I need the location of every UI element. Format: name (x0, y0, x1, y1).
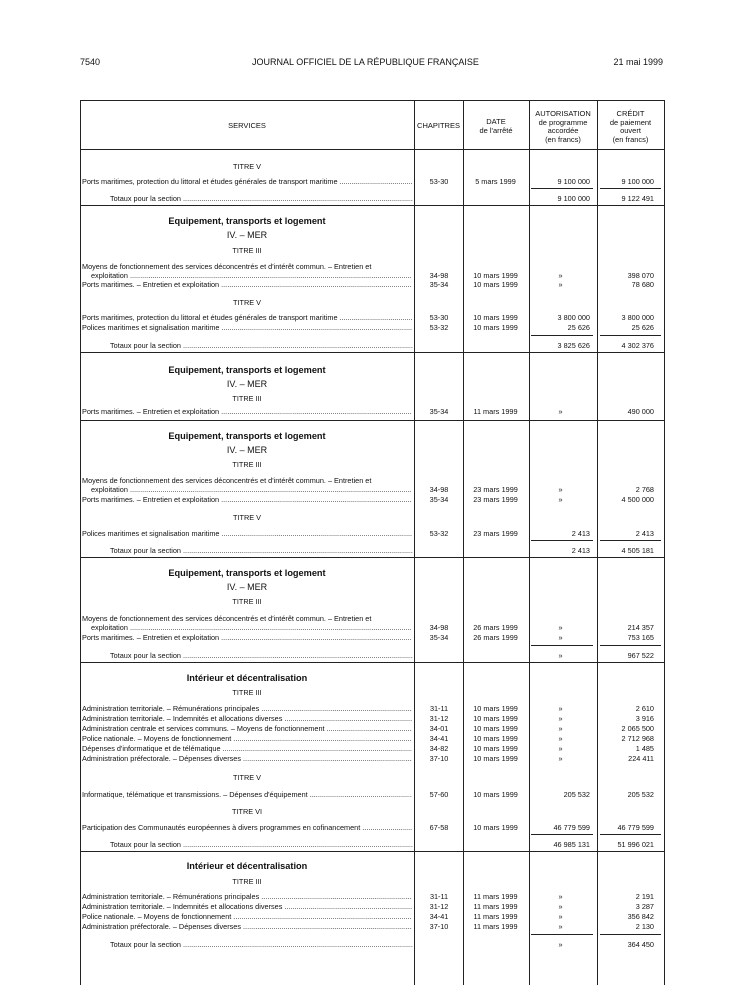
date-cell: 11 mars 1999 (473, 407, 518, 416)
header-text: AUTORISATION (535, 109, 591, 118)
section-rule (80, 205, 664, 206)
section-rule (80, 420, 664, 421)
row-label: Administration centrale et services communs. – Moyens de fonctionnement ..... (82, 724, 412, 733)
chapitre-cell: 31-12 (429, 714, 449, 723)
row-label: Ports maritimes, protection du littoral et études générales de transport maritime ..... (82, 177, 412, 186)
autorisation-cell: » (558, 271, 563, 280)
autorisation-cell: 9 100 000 (557, 177, 590, 186)
date-cell: 10 mars 1999 (473, 744, 518, 753)
row-label: Polices maritimes et signalisation maritime ..... (82, 323, 412, 332)
titre-heading: TITRE III (232, 688, 262, 697)
chapitre-cell: 34-98 (429, 271, 449, 280)
titre-heading: TITRE III (232, 877, 262, 886)
titre-heading: TITRE V (233, 162, 261, 171)
chapitre-cell: 31-11 (429, 704, 449, 713)
sum-rule (531, 834, 593, 835)
autorisation-cell: » (558, 912, 563, 921)
date-cell: 23 mars 1999 (473, 529, 518, 538)
titre-heading: TITRE III (232, 246, 262, 255)
titre-heading: TITRE III (232, 460, 262, 469)
chapitre-cell: 37-10 (429, 754, 449, 763)
autorisation-cell: » (558, 280, 563, 289)
date-cell: 10 mars 1999 (473, 280, 518, 289)
autorisation-cell: » (558, 495, 563, 504)
totaux-label: Totaux pour la section ..... (110, 940, 413, 949)
date-cell: 10 mars 1999 (473, 754, 518, 763)
header-text: DATE (486, 117, 506, 126)
autorisation-cell: 2 413 (571, 546, 590, 555)
autorisation-cell: » (558, 704, 563, 713)
row-label: Police nationale. – Moyens de fonctionnement ..... (82, 734, 412, 743)
sum-rule (600, 335, 661, 336)
date-cell: 23 mars 1999 (473, 495, 518, 504)
date-cell: 11 mars 1999 (473, 912, 518, 921)
sum-rule (600, 540, 661, 541)
credit-cell: 3 287 (635, 902, 654, 911)
autorisation-cell: 25 626 (567, 323, 590, 332)
header-text: (en francs) (545, 134, 581, 144)
row-label: Police nationale. – Moyens de fonctionnement ..... (82, 912, 412, 921)
chapitre-cell: 34-41 (429, 734, 449, 743)
date-cell: 10 mars 1999 (473, 790, 518, 799)
autorisation-cell: » (558, 922, 563, 931)
autorisation-cell: » (558, 892, 563, 901)
chapitre-cell: 53-30 (429, 313, 449, 322)
credit-cell: 364 450 (627, 940, 654, 949)
autorisation-cell: » (558, 734, 563, 743)
date-cell: 10 mars 1999 (473, 704, 518, 713)
credit-cell: 2 413 (635, 529, 654, 538)
totaux-label: Totaux pour la section ..... (110, 840, 413, 849)
titre-heading: TITRE III (232, 597, 262, 606)
chapitre-cell: 35-34 (429, 280, 449, 289)
credit-cell: 214 357 (627, 623, 654, 632)
chapitre-cell: 34-82 (429, 744, 449, 753)
journal-title: JOURNAL OFFICIEL DE LA RÉPUBLIQUE FRANÇAISE (252, 57, 479, 67)
autorisation-cell: 3 800 000 (557, 313, 590, 322)
chapitre-cell: 34-98 (429, 623, 449, 632)
row-label: exploitation ..... (82, 623, 411, 632)
autorisation-cell: 205 532 (563, 790, 590, 799)
credit-cell: 3 916 (635, 714, 654, 723)
date-cell: 26 mars 1999 (473, 633, 518, 642)
row-label: Dépenses d'informatique et de télématique ..... (82, 744, 412, 753)
issue-date: 21 mai 1999 (613, 57, 663, 67)
titre-heading: TITRE V (233, 773, 261, 782)
table-header-rule (80, 149, 664, 150)
column-rule (463, 100, 464, 985)
autorisation-cell: 2 413 (571, 529, 590, 538)
header-text: accordée (547, 126, 579, 135)
column-rule (597, 100, 598, 985)
section-title: Intérieur et décentralisation (186, 861, 308, 871)
chapitre-cell: 57-60 (429, 790, 449, 799)
row-label: Administration préfectorale. – Dépenses diverses ..... (82, 922, 412, 931)
autorisation-cell: » (558, 485, 563, 494)
credit-cell: 2 768 (635, 485, 654, 494)
row-label: exploitation ..... (82, 271, 411, 280)
row-label: Ports maritimes, protection du littoral et études générales de transport maritime ..... (82, 313, 412, 322)
date-cell: 11 mars 1999 (473, 922, 518, 931)
sum-rule (531, 540, 593, 541)
credit-cell: 4 500 000 (621, 495, 654, 504)
section-title: Equipement, transports et logement (168, 568, 326, 578)
credit-cell: 753 165 (627, 633, 654, 642)
date-cell: 10 mars 1999 (473, 313, 518, 322)
credit-cell: 51 996 021 (617, 840, 654, 849)
credit-cell: 78 680 (631, 280, 654, 289)
header-credit (597, 110, 664, 144)
row-label: Administration territoriale. – Rémunérations principales ..... (82, 892, 412, 901)
chapitre-cell: 53-30 (429, 177, 449, 186)
header-text: de paiement (609, 117, 652, 127)
date-cell: 10 mars 1999 (473, 724, 518, 733)
credit-cell: 1 485 (635, 744, 654, 753)
credit-cell: 205 532 (627, 790, 654, 799)
chapitre-cell: 34-41 (429, 912, 449, 921)
autorisation-cell: » (558, 902, 563, 911)
titre-heading: TITRE VI (232, 807, 262, 816)
date-cell: 23 mars 1999 (473, 485, 518, 494)
sum-rule (531, 188, 593, 189)
row-label: Moyens de fonctionnement des services déconcentrés et d'intérêt commun. – Entretien et (82, 476, 372, 485)
sum-rule (600, 188, 661, 189)
credit-cell: 356 842 (627, 912, 654, 921)
credit-cell: 2 191 (635, 892, 654, 901)
totaux-label: Totaux pour la section ..... (110, 651, 413, 660)
row-label: Participation des Communautés européennes à divers programmes en cofinancement ..... (82, 823, 412, 832)
totaux-label: Totaux pour la section ..... (110, 341, 413, 350)
header-text: de l'arrêté (479, 125, 513, 135)
header-autorisation (529, 110, 597, 144)
chapitre-cell: 35-34 (429, 633, 449, 642)
autorisation-cell: » (558, 407, 563, 416)
date-cell: 10 mars 1999 (473, 271, 518, 280)
date-cell: 10 mars 1999 (473, 734, 518, 743)
header-text: de programme (538, 117, 588, 127)
section-rule (80, 851, 664, 852)
autorisation-cell: 9 100 000 (557, 194, 590, 203)
credit-cell: 9 100 000 (621, 177, 654, 186)
credit-cell: 398 070 (627, 271, 654, 280)
section-title: Equipement, transports et logement (168, 431, 326, 441)
row-label-wrapped (82, 476, 412, 494)
column-rule (414, 100, 415, 985)
autorisation-cell: » (558, 744, 563, 753)
section-subtitle: IV. – MER (226, 230, 268, 240)
chapitre-cell: 53-32 (429, 529, 449, 538)
date-cell: 11 mars 1999 (473, 902, 518, 911)
row-label: Moyens de fonctionnement des services déconcentrés et d'intérêt commun. – Entretien et (82, 614, 372, 623)
row-label: Moyens de fonctionnement des services déconcentrés et d'intérêt commun. – Entretien et (82, 262, 372, 271)
row-label: exploitation ..... (82, 485, 411, 494)
date-cell: 10 mars 1999 (473, 323, 518, 332)
credit-cell: 2 065 500 (621, 724, 654, 733)
section-subtitle: IV. – MER (226, 445, 268, 455)
header-chapitres: CHAPITRES (417, 121, 460, 130)
credit-cell: 9 122 491 (621, 194, 654, 203)
row-label: Administration territoriale. – Indemnités et allocations diverses ..... (82, 714, 412, 723)
totaux-label: Totaux pour la section ..... (110, 546, 413, 555)
chapitre-cell: 35-34 (429, 407, 449, 416)
titre-heading: TITRE III (232, 394, 262, 403)
row-label-wrapped (82, 614, 412, 632)
credit-cell: 4 505 181 (621, 546, 654, 555)
chapitre-cell: 35-34 (429, 495, 449, 504)
date-cell: 5 mars 1999 (475, 177, 516, 186)
credit-cell: 2 712 968 (621, 734, 654, 743)
row-label: Informatique, télématique et transmissions. – Dépenses d'équipement ..... (82, 790, 412, 799)
row-label: Administration territoriale. – Indemnités et allocations diverses ..... (82, 902, 412, 911)
section-title: Equipement, transports et logement (168, 216, 326, 226)
credit-cell: 4 302 376 (621, 341, 654, 350)
autorisation-cell: » (558, 651, 563, 660)
credit-cell: 46 779 599 (617, 823, 654, 832)
row-label: Ports maritimes. – Entretien et exploitation ..... (82, 280, 412, 289)
autorisation-cell: » (558, 940, 563, 949)
section-title: Intérieur et décentralisation (186, 673, 308, 683)
credits-table (80, 100, 664, 985)
credit-cell: 224 411 (628, 754, 654, 763)
credit-cell: 967 522 (627, 651, 654, 660)
sum-rule (600, 834, 661, 835)
row-label: Ports maritimes. – Entretien et exploitation ..... (82, 633, 412, 642)
table-top-rule (80, 100, 664, 101)
chapitre-cell: 67-58 (429, 823, 449, 832)
chapitre-cell: 53-32 (429, 323, 449, 332)
column-rule (529, 100, 530, 985)
credit-cell: 25 626 (631, 323, 654, 332)
chapitre-cell: 37-10 (429, 922, 449, 931)
credit-cell: 2 130 (635, 922, 654, 931)
row-label: Ports maritimes. – Entretien et exploitation ..... (82, 407, 412, 416)
autorisation-cell: » (558, 623, 563, 632)
date-cell: 26 mars 1999 (473, 623, 518, 632)
row-label: Administration territoriale. – Rémunérations principales ..... (82, 704, 412, 713)
credit-cell: 490 000 (627, 407, 654, 416)
header-text: CRÉDIT (616, 109, 645, 118)
section-rule (80, 557, 664, 558)
autorisation-cell: » (558, 714, 563, 723)
sum-rule (531, 934, 593, 935)
chapitre-cell: 34-98 (429, 485, 449, 494)
header-date (463, 118, 529, 135)
section-rule (80, 352, 664, 353)
autorisation-cell: 3 825 626 (557, 341, 590, 350)
date-cell: 10 mars 1999 (473, 823, 518, 832)
sum-rule (531, 335, 593, 336)
totaux-label: Totaux pour la section ..... (110, 194, 413, 203)
date-cell: 10 mars 1999 (473, 714, 518, 723)
header-text: ouvert (620, 126, 641, 135)
autorisation-cell: » (558, 633, 563, 642)
chapitre-cell: 31-11 (429, 892, 449, 901)
sum-rule (600, 934, 661, 935)
autorisation-cell: » (558, 724, 563, 733)
section-subtitle: IV. – MER (226, 379, 268, 389)
titre-heading: TITRE V (233, 513, 261, 522)
date-cell: 11 mars 1999 (473, 892, 518, 901)
header-text: (en francs) (612, 134, 649, 144)
autorisation-cell: 46 779 599 (553, 823, 590, 832)
header-services: SERVICES (228, 121, 266, 130)
sum-rule (600, 645, 661, 646)
row-label: Polices maritimes et signalisation maritime ..... (82, 529, 412, 538)
row-label: Ports maritimes. – Entretien et exploitation ..... (82, 495, 412, 504)
section-subtitle: IV. – MER (226, 582, 268, 592)
chapitre-cell: 31-12 (429, 902, 449, 911)
row-label: Administration préfectorale. – Dépenses diverses ..... (82, 754, 412, 763)
section-title: Equipement, transports et logement (168, 365, 326, 375)
chapitre-cell: 34-01 (429, 724, 449, 733)
sum-rule (531, 645, 593, 646)
titre-heading: TITRE V (233, 298, 261, 307)
section-rule (80, 662, 664, 663)
autorisation-cell: 46 985 131 (553, 840, 590, 849)
row-label-wrapped (82, 262, 412, 280)
credit-cell: 2 610 (635, 704, 654, 713)
autorisation-cell: » (558, 754, 563, 763)
page-number: 7540 (80, 57, 101, 67)
credit-cell: 3 800 000 (621, 313, 654, 322)
column-rule (664, 100, 665, 985)
